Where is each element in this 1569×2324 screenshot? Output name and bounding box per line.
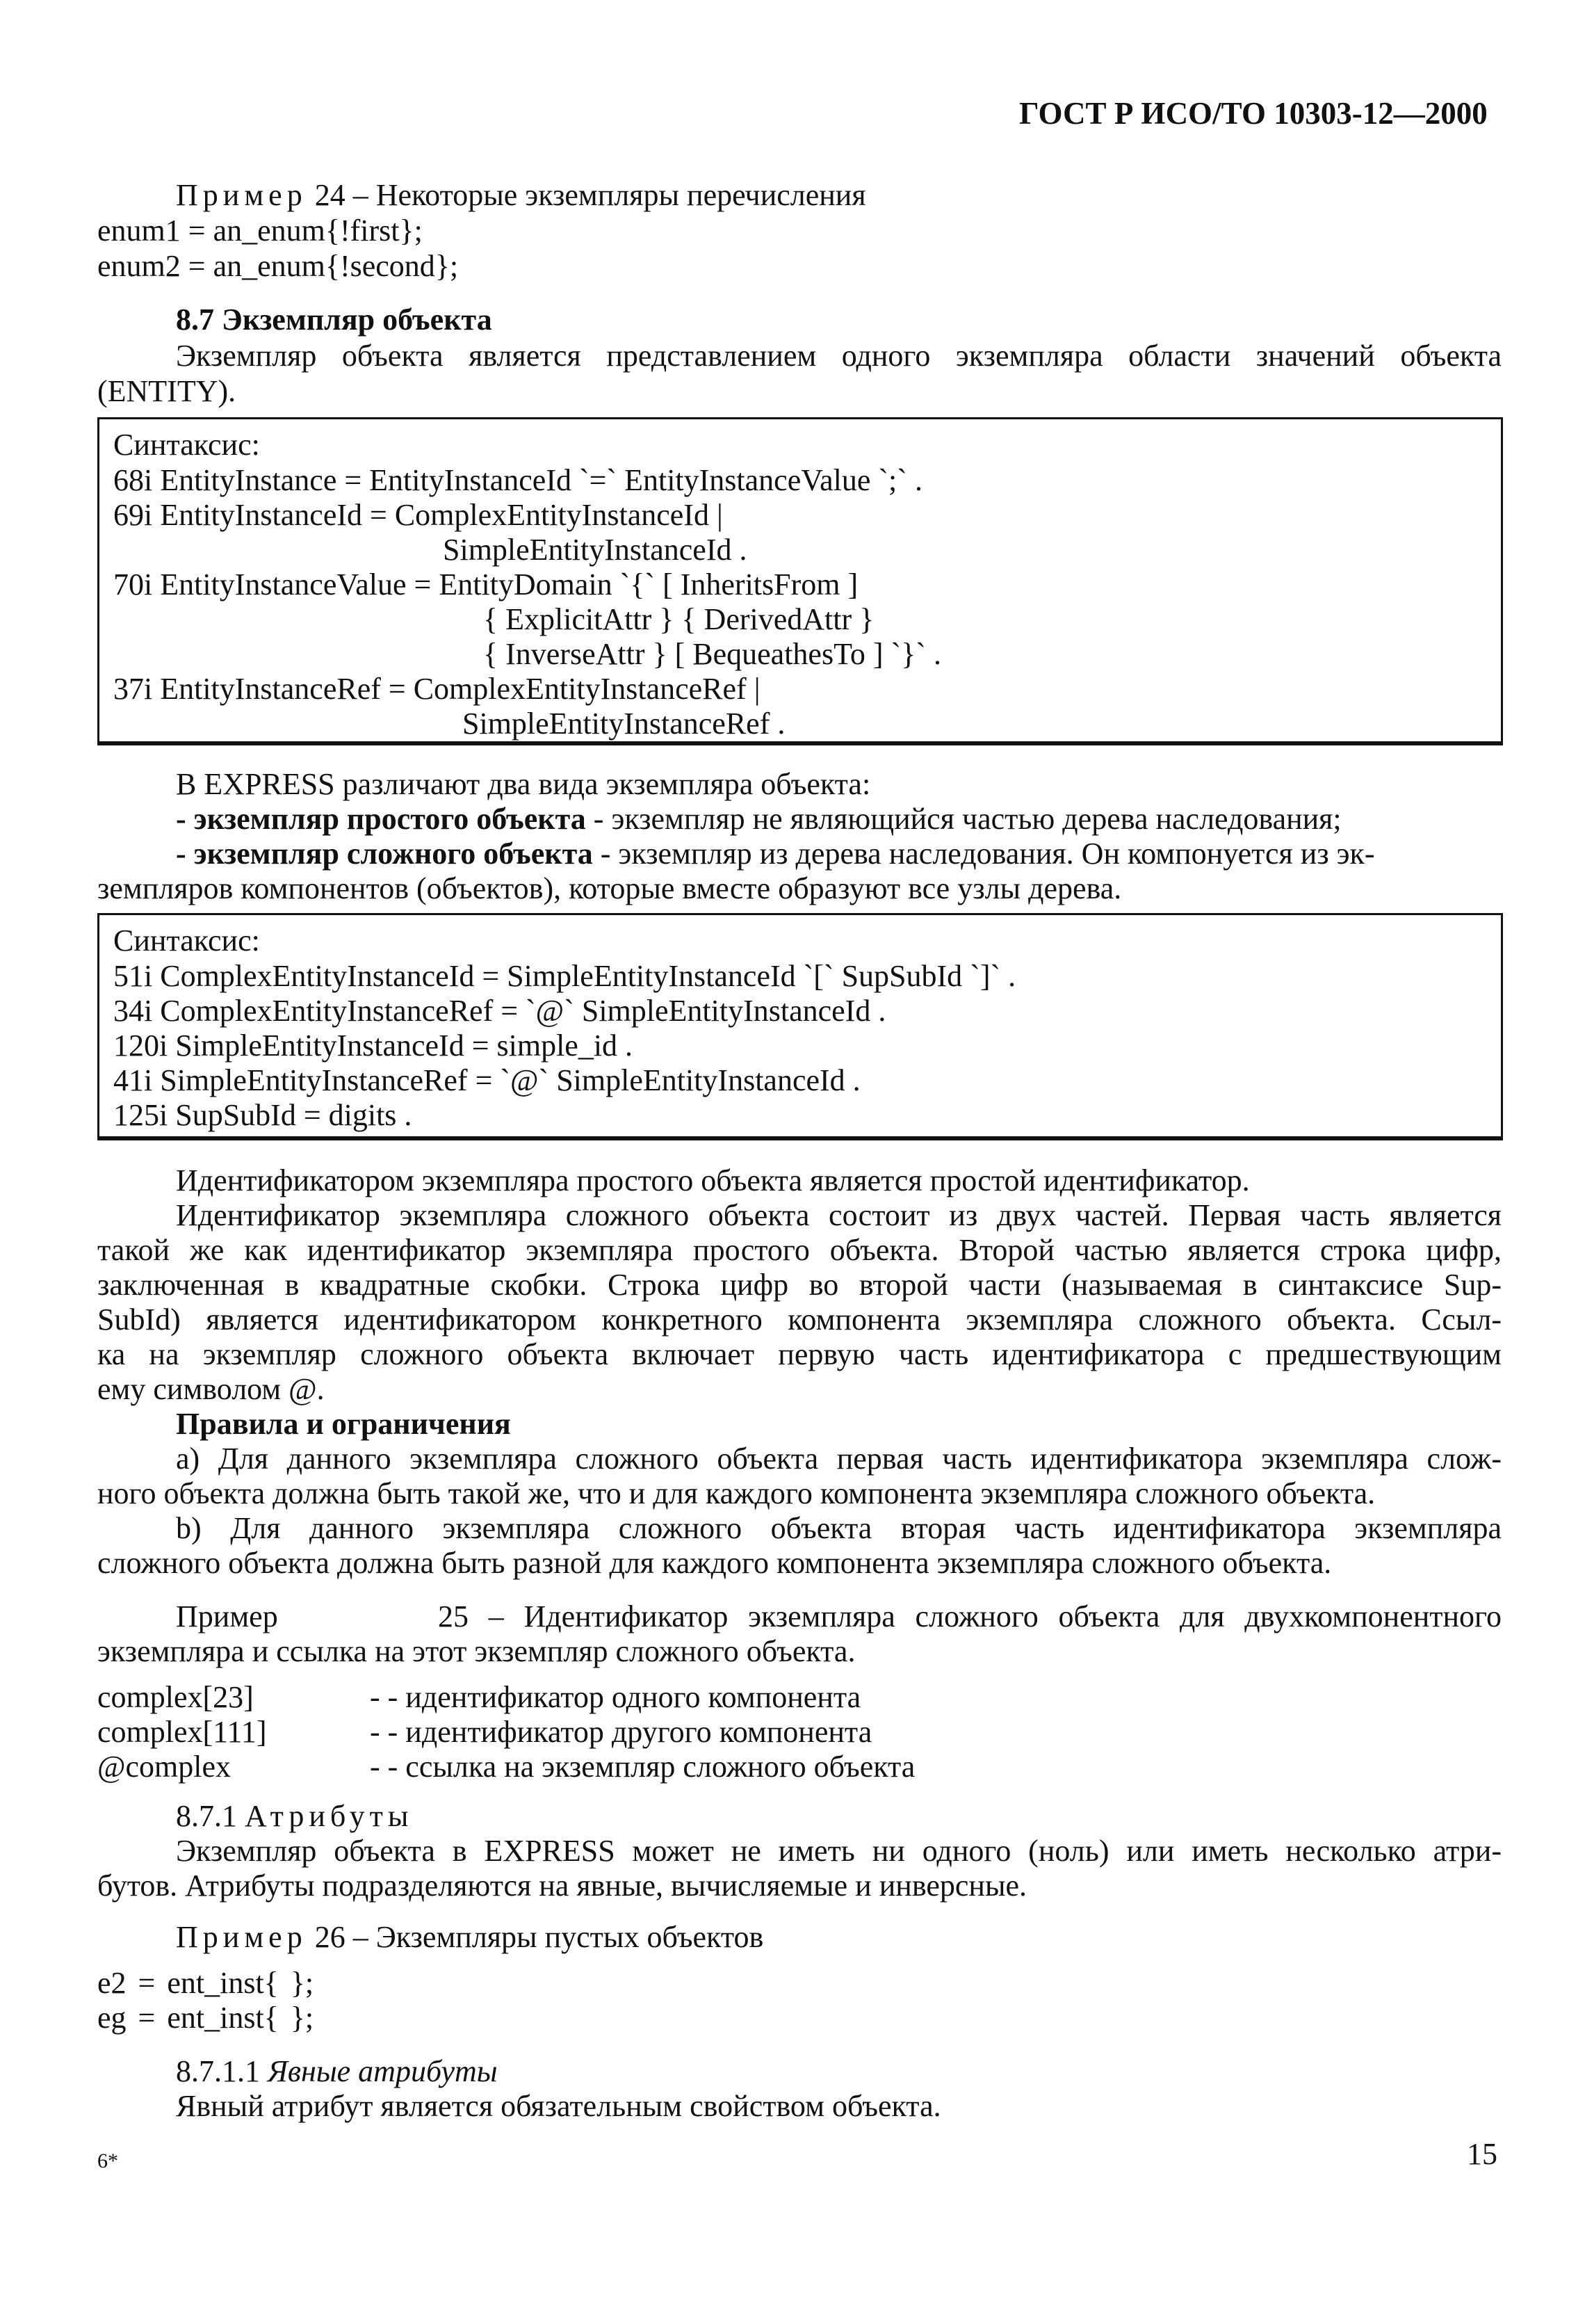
rules-heading: Правила и ограничения (176, 1407, 511, 1441)
paragraph-line: (ENTITY). (97, 374, 236, 408)
syntax-title: Синтаксис: (113, 428, 260, 462)
example-label: Пример (176, 1920, 307, 1954)
example-25-label: Пример (176, 1599, 278, 1633)
rule-b: b) Для данного экземпляра сложного объекта вторая часть идентификатора экземпляра (176, 1511, 1502, 1545)
paragraph-line: Экземпляр объекта в EXPRESS может не иметь ни одного (ноль) или иметь несколько атри- (176, 1834, 1502, 1868)
code-comment: - - ссылка на экземпляр сложного объекта (370, 1750, 916, 1784)
paragraph-line: Идентификатор экземпляра сложного объекта состоит из двух частей. Первая часть является (176, 1198, 1502, 1232)
standard-header: ГОСТ Р ИСО/ТО 10303-12—2000 (1019, 96, 1488, 131)
list-item-complex: - экземпляр сложного объекта - экземпляр из дерева наследования. Он компонуется из эк- (176, 837, 1375, 871)
syntax-rule: 70i EntityInstanceValue = EntityDomain `{` [ InheritsFrom ] (113, 567, 859, 602)
paragraph-line: ка на экземпляр сложного объекта включает первую часть идентификатора с предшествующим (97, 1337, 1502, 1371)
code-line: eg = ent_inst{ }; (97, 2001, 314, 2035)
paragraph-line: бутов. Атрибуты подразделяются на явные, вычисляемые и инверсные. (97, 1869, 1027, 1903)
list-item-simple: - экземпляр простого объекта - экземпляр не являющийся частью дерева наследования; (176, 802, 1342, 836)
example-text: 26 – Экземпляры пустых объектов (307, 1920, 764, 1954)
section-heading: 8.7 Экземпляр объекта (176, 302, 492, 337)
syntax-rule: 41i SimpleEntityInstanceRef = `@` SimpleEntityInstanceId . (113, 1063, 861, 1097)
subsubsection-heading: 8.7.1.1 Явные атрибуты (176, 2054, 498, 2088)
syntax-rule: SimpleEntityInstanceId . (443, 533, 747, 567)
code-comment: - - идентификатор другого компонента (370, 1715, 872, 1749)
paragraph-line: SubId) является идентификатором конкретного компонента экземпляра сложного объекта. Ссыл- (97, 1302, 1502, 1337)
code-comment: - - идентификатор одного компонента (370, 1680, 861, 1714)
syntax-rule: 37i EntityInstanceRef = ComplexEntityInstanceRef | (113, 672, 761, 706)
example-label: Пример (176, 178, 307, 212)
rule-b-cont: сложного объекта должна быть разной для каждого компонента экземпляра сложного объекта. (97, 1546, 1332, 1580)
page-number: 15 (1467, 2137, 1497, 2171)
sheet-mark: 6* (97, 2149, 118, 2172)
paragraph-line: Явный атрибут является обязательным свойством объекта. (176, 2089, 941, 2123)
paragraph-line: В EXPRESS различают два вида экземпляра объекта: (176, 767, 871, 801)
syntax-rule: 34i ComplexEntityInstanceRef = `@` SimpleEntityInstanceId . (113, 994, 886, 1028)
paragraph-line: ему символом @. (97, 1372, 325, 1406)
example-26-caption (176, 1919, 763, 1955)
example-text: экземпляра и ссылка на этот экземпляр сложного объекта. (97, 1634, 856, 1668)
example-24-caption (176, 177, 866, 213)
code-line: complex[111] (97, 1715, 267, 1749)
code-line: @complex (97, 1750, 231, 1784)
syntax-rule: 125i SupSubId = digits . (113, 1098, 412, 1132)
syntax-rule: 69i EntityInstanceId = ComplexEntityInstanceId | (113, 498, 723, 532)
rule-a-cont: ного объекта должна быть такой же, что и для каждого компонента экземпляра сложного объекта. (97, 1476, 1376, 1510)
code-line: enum2 = an_enum{!second}; (97, 249, 459, 283)
paragraph-line: заключенная в квадратные скобки. Строка цифр во второй части (называемая в синтаксисе Sup- (97, 1268, 1502, 1302)
syntax-rule: { InverseAttr } [ BequeathesTo ] `}` . (483, 637, 941, 671)
rule-a: а) Для данного экземпляра сложного объекта первая часть идентификатора экземпляра слож- (176, 1442, 1502, 1476)
paragraph-line: Экземпляр объекта является представлением одного экземпляра области значений объекта (176, 339, 1502, 373)
paragraph-line: такой же как идентификатор экземпляра простого объекта. Второй частью является строка цифр, (97, 1233, 1502, 1267)
subsection-heading: 8.7.1 Атрибуты (176, 1799, 414, 1833)
syntax-title: Синтаксис: (113, 923, 260, 958)
paragraph-line: Идентификатором экземпляра простого объекта является простой идентификатор. (176, 1163, 1250, 1197)
example-text: 25 – Идентификатор экземпляра сложного объекта для двухкомпонентного (438, 1599, 1502, 1633)
code-line: e2 = ent_inst{ }; (97, 1966, 314, 2000)
syntax-rule: 68i EntityInstance = EntityInstanceId `=` EntityInstanceValue `;` . (113, 463, 922, 497)
syntax-rule: SimpleEntityInstanceRef . (462, 707, 786, 741)
code-line: complex[23] (97, 1680, 254, 1714)
example-text: 24 – Некоторые экземпляры перечисления (307, 178, 866, 212)
syntax-rule: { ExplicitAttr } { DerivedAttr } (483, 602, 875, 636)
syntax-rule: 51i ComplexEntityInstanceId = SimpleEntityInstanceId `[` SupSubId `]` . (113, 959, 1016, 993)
code-line: enum1 = an_enum{!first}; (97, 213, 423, 248)
paragraph-line: земпляров компонентов (объектов), которые вместе образуют все узлы дерева. (97, 871, 1122, 905)
syntax-rule: 120i SimpleEntityInstanceId = simple_id . (113, 1028, 633, 1063)
